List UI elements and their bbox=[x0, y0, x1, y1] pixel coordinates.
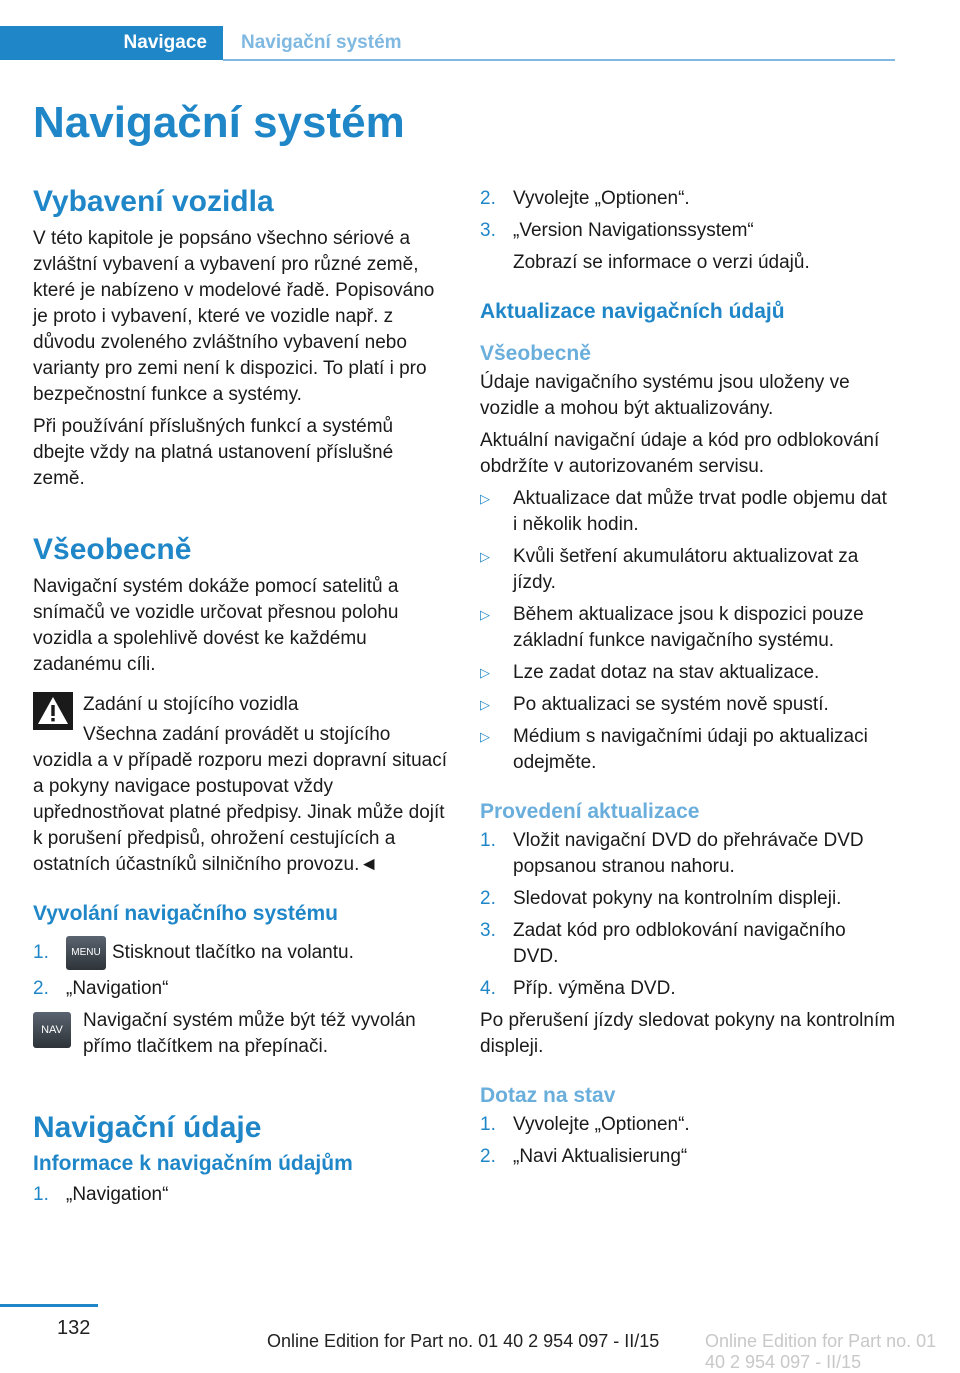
warning-text bbox=[33, 722, 449, 878]
heading-provedeni: Provedení aktualizace bbox=[480, 800, 700, 823]
list-item bbox=[480, 886, 896, 912]
step-text: Příp. výměna DVD. bbox=[513, 978, 676, 999]
list-item bbox=[480, 1144, 896, 1170]
bullet-text: Aktualizace dat může trvat podle objemu dat i několik hodin. bbox=[513, 488, 887, 535]
bullet-item bbox=[480, 660, 896, 686]
step-text: „Navigation“ bbox=[66, 978, 169, 999]
list-item bbox=[480, 1112, 896, 1138]
paragraph: Aktuální navigační údaje a kód pro odblokování obdržíte v autorizovaném servisu. bbox=[480, 430, 880, 477]
heading-udaje: Navigační údaje bbox=[33, 1111, 262, 1144]
bullet-item bbox=[480, 486, 896, 538]
right-column bbox=[480, 186, 896, 1176]
paragraph: Navigační systém dokáže pomocí satelitů a snímačů ve vozidle určovat přesnou polohu vozidla a spolehlivě dovést ke každému zadanému cíli. bbox=[33, 576, 399, 675]
page-title: Navigační systém bbox=[33, 98, 405, 147]
step-text: „Navigation“ bbox=[66, 1184, 169, 1205]
nav-note-text: Navigační systém může být též vyvolán přímo tlačítkem na přepínači. bbox=[83, 1010, 416, 1057]
step-text: Vyvolejte „Optionen“. bbox=[513, 188, 690, 209]
header-section[interactable]: Navigační systém bbox=[241, 32, 402, 53]
step-text: Vyvolejte „Optionen“. bbox=[513, 1114, 690, 1135]
header-rule bbox=[223, 59, 895, 61]
page-number: 132 bbox=[57, 1317, 91, 1339]
heading-aktualizace: Aktualizace navigačních údajů bbox=[480, 300, 785, 323]
bullet-icon: ▷ bbox=[480, 491, 490, 506]
bullet-icon: ▷ bbox=[480, 729, 490, 744]
step-number: 1. bbox=[33, 1184, 49, 1205]
step-number: 3. bbox=[480, 220, 496, 241]
step-number: 2. bbox=[480, 888, 496, 909]
step-number: 3. bbox=[480, 920, 496, 941]
step-text: Stisknout tlačítko na volantu. bbox=[112, 942, 354, 964]
bullet-icon: ▷ bbox=[480, 665, 490, 680]
nav-note bbox=[33, 1008, 449, 1060]
step-number: 1. bbox=[480, 1114, 496, 1135]
left-column bbox=[33, 184, 449, 1214]
step-number: 4. bbox=[480, 978, 496, 999]
bullet-text: Kvůli šetření akumulátoru aktualizovat za jízdy. bbox=[513, 546, 859, 593]
bullet-icon: ▷ bbox=[480, 697, 490, 712]
header-chapter[interactable]: Navigace bbox=[0, 26, 223, 60]
edition-text: Online Edition for Part no. 01 40 2 954 097 - II/15 bbox=[267, 1331, 660, 1351]
bullet-item bbox=[480, 544, 896, 596]
list-item bbox=[33, 976, 449, 1002]
bullet-item bbox=[480, 692, 896, 718]
heading-dotaz: Dotaz na stav bbox=[480, 1084, 616, 1107]
step-text: „Navi Aktualisierung“ bbox=[513, 1146, 688, 1167]
bullet-text: Médium s navigačními údaji po aktualizaci odejměte. bbox=[513, 726, 868, 773]
version-note: Zobrazí se informace o verzi údajů. bbox=[513, 252, 810, 273]
paragraph: Při používání příslušných funkcí a systémů dbejte vždy na platná ustanovení příslušné země. bbox=[33, 416, 394, 489]
warning-text-content: Všechna zadání provádět u stojícího vozidla a v případě rozporu mezi dopravní situací a pokyny navigace postupovat vždy upřednostňovat platné předpisy. Jinak může dojít k porušení předpisů, ohrožení cestujících a ostatních účastníků silničního provozu.◄ bbox=[33, 724, 447, 875]
step-text: Zadat kód pro odblokování navigačního DVD. bbox=[513, 920, 846, 967]
step-text: Vložit navigační DVD do přehrávače DVD popsanou stranou nahoru. bbox=[513, 830, 864, 877]
list-item bbox=[480, 186, 896, 212]
bullet-item bbox=[480, 602, 896, 654]
bullet-icon: ▷ bbox=[480, 607, 490, 622]
bullet-item bbox=[480, 724, 896, 776]
heading-vseobecne: Všeobecně bbox=[33, 533, 192, 566]
heading-vybaveni: Vybavení vozidla bbox=[33, 185, 274, 218]
step-number: 2. bbox=[480, 1146, 496, 1167]
step-text: Sledovat pokyny na kontrolním displeji. bbox=[513, 888, 842, 909]
menu-button-icon: MENU bbox=[66, 936, 106, 970]
nav-button-icon: NAV bbox=[33, 1012, 71, 1048]
paragraph: V této kapitole je popsáno všechno sériové a zvláštní vybavení a vybavení pro různé země, které je nabízeno v modelové řadě. Popisováno je proto i vybavení, které ve vozidle např. z důvodu zvoleného zvláštního vybavení nebo varianty pro zemi není k dispozici. To platí i pro bezpečnostní funkce a systémy. bbox=[33, 228, 435, 405]
bullet-text: Po aktualizaci se systém nově spustí. bbox=[513, 694, 829, 715]
step-text: „Version Navigationssystem“ bbox=[513, 220, 754, 241]
list-item bbox=[480, 218, 896, 244]
list-item bbox=[480, 828, 896, 880]
step-number: 1. bbox=[480, 830, 496, 851]
step-number: 2. bbox=[33, 978, 49, 999]
watermark: Online Edition for Part no. 01 40 2 954 097 - II/15 bbox=[705, 1331, 937, 1372]
page-header bbox=[0, 26, 960, 66]
heading-vyvolani: Vyvolání navigačního systému bbox=[33, 902, 338, 925]
paragraph: Po přerušení jízdy sledovat pokyny na kontrolním displeji. bbox=[480, 1010, 896, 1057]
warning-block bbox=[33, 692, 449, 718]
list-item bbox=[33, 936, 449, 970]
step-number: 1. bbox=[33, 942, 49, 963]
step-number: 2. bbox=[480, 188, 496, 209]
footer-rule bbox=[0, 1304, 98, 1307]
warning-title: Zadání u stojícího vozidla bbox=[83, 694, 299, 715]
heading-informace: Informace k navigačním údajům bbox=[33, 1152, 353, 1175]
warning-icon bbox=[33, 692, 73, 730]
list-item bbox=[33, 1182, 449, 1208]
list-item bbox=[480, 976, 896, 1002]
bullet-text: Během aktualizace jsou k dispozici pouze základní funkce navigačního systému. bbox=[513, 604, 864, 651]
list-item bbox=[480, 918, 896, 970]
heading-vseobecne-right: Všeobecně bbox=[480, 342, 591, 365]
paragraph: Údaje navigačního systému jsou uloženy ve vozidle a mohou být aktualizovány. bbox=[480, 372, 850, 419]
bullet-text: Lze zadat dotaz na stav aktualizace. bbox=[513, 662, 820, 683]
bullet-icon: ▷ bbox=[480, 549, 490, 564]
